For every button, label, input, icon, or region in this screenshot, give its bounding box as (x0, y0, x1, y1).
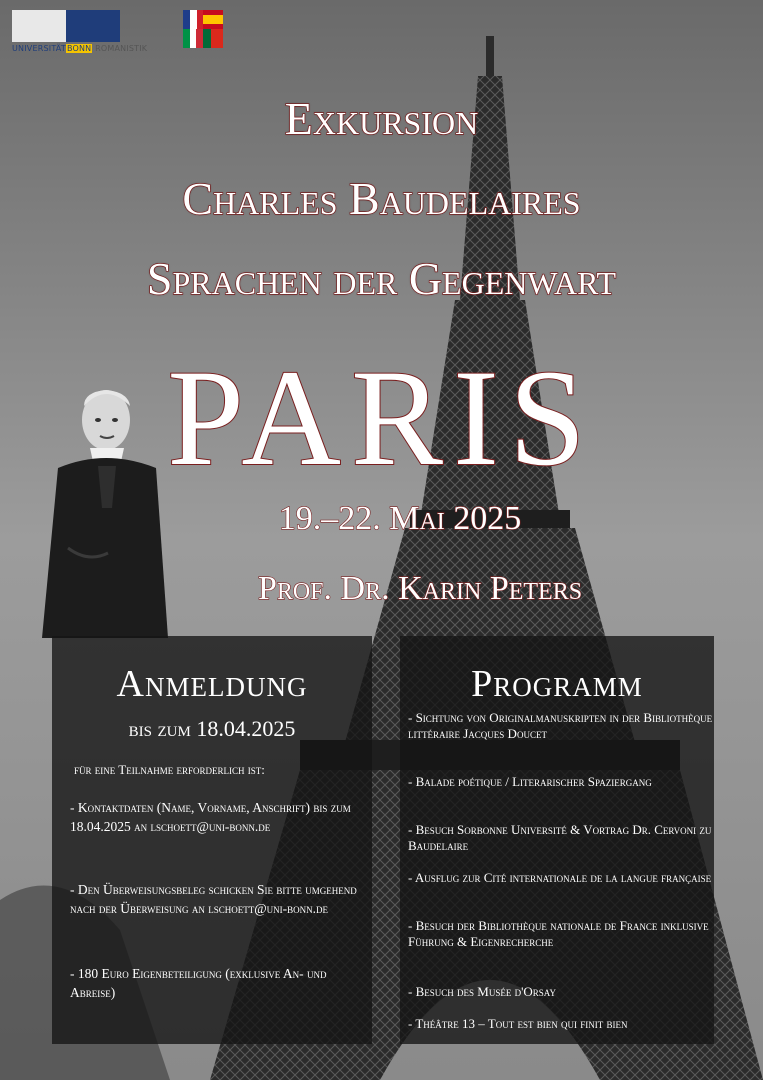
anmeldung-heading: Anmeldung (116, 663, 308, 705)
logo-block-light (12, 10, 66, 42)
programm-item: - Besuch Sorbonne Université & Vortrag Dr. Cervoni zu Baudelaire (408, 822, 712, 853)
title-line-1: Exkursion (284, 93, 479, 144)
professor-name: Prof. Dr. Karin Peters (257, 570, 583, 607)
programm-item: - Besuch des Musée d'Orsay (408, 984, 556, 999)
anmeldung-panel (52, 636, 372, 1044)
programm-item: - Balade poétique / Literarischer Spaziergang (408, 774, 652, 789)
programm-item: - Ausflug zur Cité internationale de la langue française (408, 870, 712, 885)
programm-heading: Programm (471, 663, 643, 705)
event-date: 19.–22. Mai 2025 (278, 500, 522, 537)
programm-item: - Sichtung von Originalmanuskripten in der Bibliothèque littéraire Jacques Doucet (408, 710, 713, 741)
city-title: PARIS (167, 341, 596, 494)
title-line-2: Charles Baudelaires (182, 173, 581, 224)
university-bonn-logo (12, 10, 148, 53)
programm-panel (400, 636, 714, 1044)
logo-text (12, 44, 172, 54)
anmeldung-deadline: bis zum 18.04.2025 (128, 716, 296, 741)
programm-item: - Théâtre 13 – Tout est bien qui finit bien (408, 1016, 628, 1031)
anmeldung-item: - Den Überweisungsbeleg schicken Sie bitte umgehend nach der Überweisung an lschoett@uni-bonn.de (70, 882, 357, 916)
logo-bonn: BONN (66, 44, 92, 53)
language-flags-icon (183, 10, 223, 48)
title-line-3: Sprachen der Gegenwart (146, 253, 617, 304)
logo-romanistik: ROMANISTIK (95, 44, 148, 53)
anmeldung-item: - 180 Euro Eigenbeteiligung (exklusive An- und Abreise) (70, 966, 327, 1000)
anmeldung-item: - Kontaktdaten (Name, Vorname, Anschrift) bis zum 18.04.2025 an lschoett@uni-bonn.de (70, 800, 351, 834)
anmeldung-intro: für eine Teilnahme erforderlich ist: (74, 762, 265, 777)
programm-item: - Besuch der Bibliothèque nationale de France inklusive Führung & Eigenrecherche (408, 918, 709, 949)
logo-universitaet: UNIVERSITÄT (12, 44, 66, 53)
logo-block-blue (66, 10, 120, 42)
